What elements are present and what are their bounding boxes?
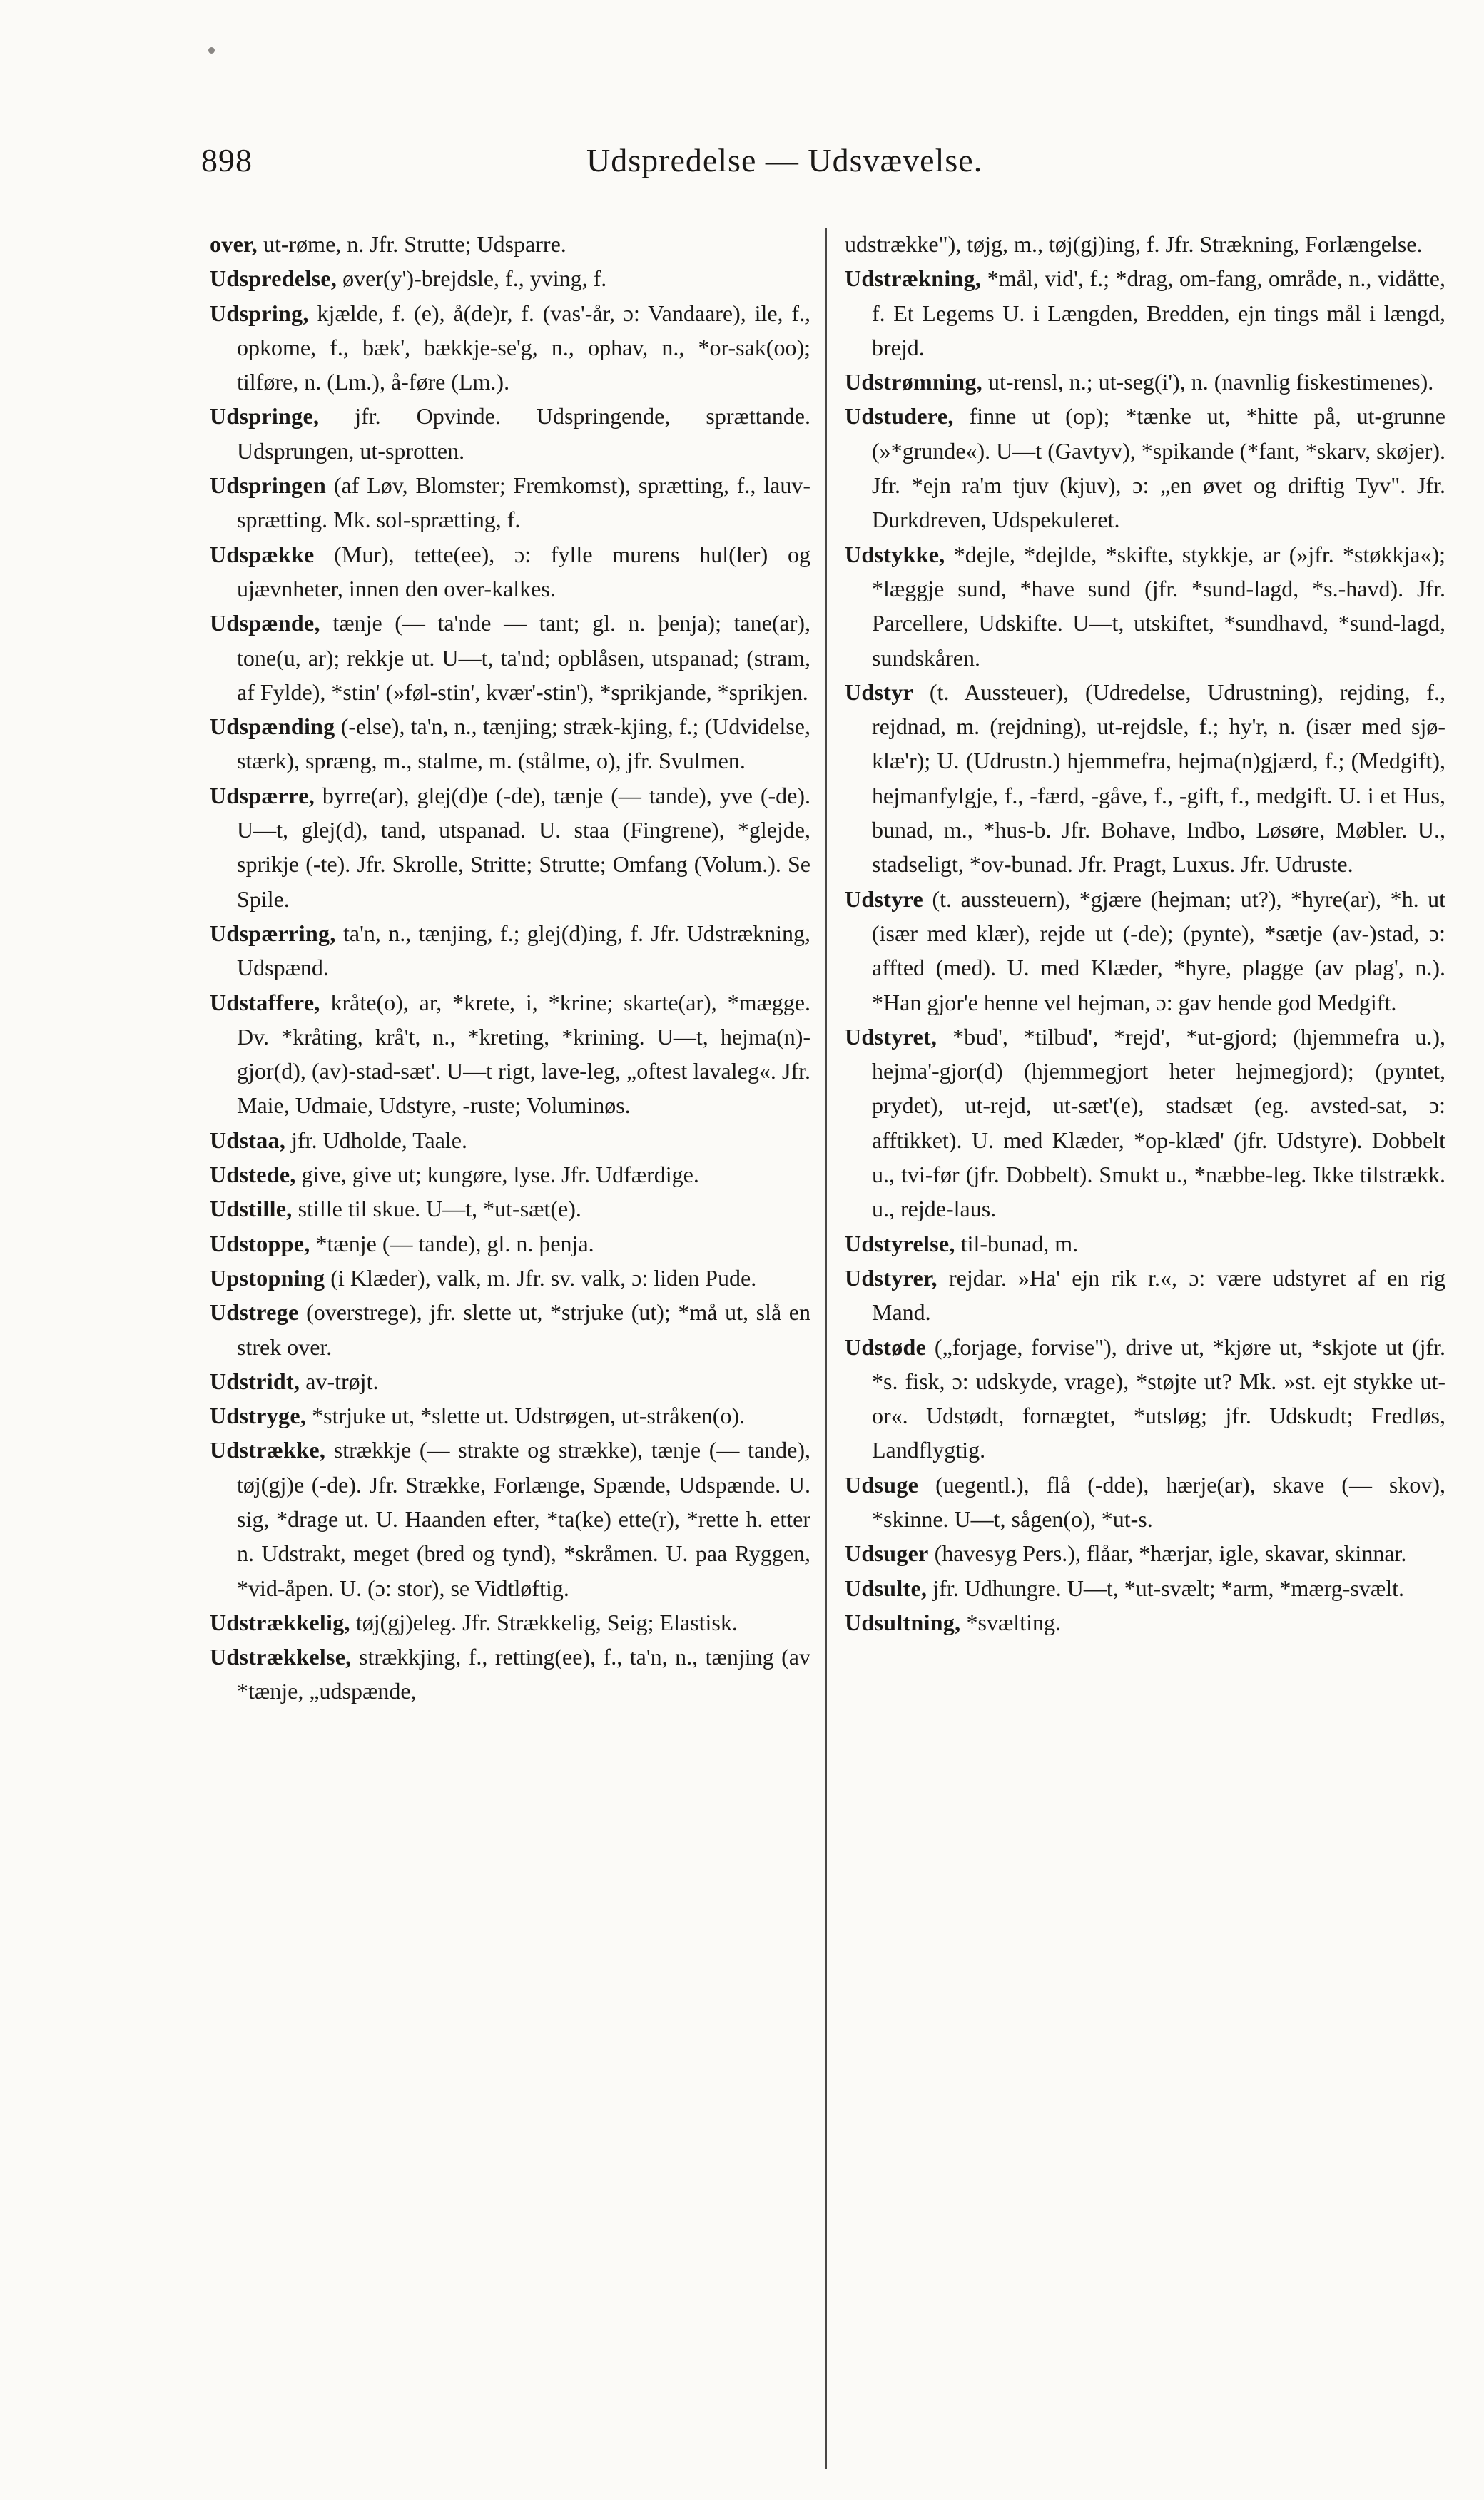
entry-definition: tøj(gj)eleg. Jfr. Strækkelig, Seig; Elastisk. — [350, 1609, 738, 1635]
entry-headword: Udspringen — [210, 472, 327, 499]
entry-headword: Udstrække, — [210, 1437, 326, 1463]
column-divider — [825, 228, 827, 2469]
running-head: Udspredelse — Udsvævelse. — [586, 142, 983, 178]
entry-definition: stille til skue. U—t, *ut-sæt(e). — [292, 1196, 581, 1222]
entry-definition: finne ut (op); *tænke ut, *hitte på, ut-grunne (»*grunde«). U—t (Gavtyv), *spikande (*fant, *skarv, skøjer). Jfr. *ejn ra'm tjuv (kjuv), ɔ: „en øvet og driftig Tyv". Jfr. Durkdreven, Udspekuleret. — [872, 403, 1445, 533]
entry-headword: over, — [210, 231, 258, 257]
entry-headword: Udsulte, — [845, 1575, 928, 1601]
dictionary-entry — [845, 675, 1445, 882]
dictionary-entry — [210, 1398, 810, 1433]
entry-headword: Udstaa, — [210, 1127, 286, 1153]
dictionary-entry — [210, 709, 810, 778]
entry-headword: Upstopning — [210, 1264, 325, 1291]
page-number: 898 — [201, 142, 253, 178]
dictionary-entry — [845, 261, 1445, 365]
entry-headword: Udstrege — [210, 1299, 299, 1326]
dictionary-entry — [210, 1226, 810, 1261]
entry-headword: Udstyre — [845, 885, 923, 912]
dictionary-entry — [210, 1191, 810, 1226]
entry-definition: (-else), ta'n, n., tænjing; stræk-kjing, f.; (Udvidelse, stærk), spræng, m., stalme, m. (stålme, o), jfr. Svulmen. — [237, 713, 810, 774]
entry-definition: kjælde, f. (e), å(de)r, f. (vas'-år, ɔ: Vandaare), ile, f., opkome, f., bæk', bækkje-se'g, n., ophav, n., *or-sak(oo); tilføre, n. (Lm.), å-føre (Lm.). — [237, 300, 810, 395]
entry-definition: *bud', *tilbud', *rejd', *ut-gjord; (hjemmefra u.), hejma'-gjor(d) (hjemmegjort heter hejmegjord); (pyntet, prydet), ut-rejd, ut-sæt'(e), stadsæt (eg. avsted-sat, ɔ: afftikket). U. med Klæder, *op-klæd' (jfr. Udstyre). Dobbelt u., tvi-før (jfr. Dobbelt). Smukt u., *næbbe-leg. Ikke tilstrækk. u., rejde-laus. — [872, 1023, 1445, 1222]
entry-definition: byrre(ar), glej(d)e (-de), tænje (— tande), yve (-de). U—t, glej(d), tand, utspanad. U. staa (Fingrene), *glejde, sprikje (-te). Jfr. Skrolle, Stritte; Strutte; Omfang (Volum.). Se Spile. — [237, 782, 810, 912]
entry-headword: Udstaffere, — [210, 989, 320, 1015]
entry-definition: kråte(o), ar, *krete, i, *krine; skarte(ar), *mægge. Dv. *kråting, krå't, n., *kreting, *krining. U—t, hejma(n)-gjor(d), (av)-stad-sæt'. U—t rigt, lave-leg, „oftest lavaleg«. Jfr. Maie, Udmaie, Udstyre, -ruste; Voluminøs. — [237, 989, 810, 1119]
entry-definition: ut-rømе, n. Jfr. Strutte; Udsparre. — [257, 231, 566, 257]
dictionary-entry — [210, 1433, 810, 1605]
entry-definition: (havesyg Pers.), flåar, *hærjar, igle, skavar, skinnar. — [928, 1540, 1407, 1567]
entry-definition: (i Klæder), valk, m. Jfr. sv. valk, ɔ: liden Pude. — [325, 1264, 757, 1291]
dictionary-entry — [845, 1468, 1445, 1537]
entry-headword: Udstyrer, — [845, 1264, 937, 1291]
entry-definition: (t. aussteuern), *gjære (hejman; ut?), *hyre(ar), *h. ut (især med klær), rejde ut (-de); (pynte), *sætje (av-)stad, ɔ: affted (med). U. med Klæder, *hyre, plagge (av plag', n.). *Han gjor'e henne vel hejman, ɔ: gav hende god Medgift. — [872, 885, 1445, 1015]
entry-definition: til-bunad, m. — [955, 1230, 1079, 1256]
dictionary-entry — [210, 1605, 810, 1640]
entry-definition: øver(y')-brejdsle, f., yving, f. — [337, 265, 607, 292]
dictionary-entry — [210, 227, 810, 261]
entry-definition: *svælting. — [960, 1609, 1061, 1635]
entry-headword: Udstede, — [210, 1162, 296, 1188]
dictionary-entry — [210, 1157, 810, 1191]
dictionary-entry — [845, 365, 1445, 399]
dictionary-entry — [210, 1295, 810, 1364]
entry-headword: Udspærre, — [210, 782, 315, 808]
entry-headword: Udstryge, — [210, 1403, 307, 1429]
entry-definition: (uegentl.), flå (-dde), hærje(ar), skave (— skov), *skinne. U—t, sågen(o), *ut-s. — [872, 1471, 1445, 1532]
entry-headword: Udspring, — [210, 300, 309, 326]
dictionary-entry — [210, 916, 810, 985]
entry-headword: Udspringe, — [210, 403, 320, 430]
entry-definition: (af Løv, Blomster; Fremkomst), sprætting, f., lauv-sprætting. Mk. sol-sprætting, f. — [237, 472, 810, 533]
dictionary-entry — [845, 227, 1445, 261]
print-speck — [208, 47, 215, 54]
entry-definition: („forjage, forvise"), drive ut, *kjøre ut, *skjote ut (jfr. *s. fisk, ɔ: udskyde, vrage), *støjte ut? Mk. »st. ejt stykke ut-or«. Udstødt, fornægtet, *utsløg; jfr. Udskudt; Fredløs, Landflygtig. — [872, 1333, 1445, 1463]
dictionary-entry — [845, 1330, 1445, 1468]
entry-headword: Udstrækkelig, — [210, 1609, 350, 1635]
entry-definition: *dejle, *dejlde, *skifte, stykkje, ar (»jfr. *støkkja«); *læggje sund, *have sund (jfr. *sund-lagd, *s.-havd). Jfr. Parcellere, Udskifte. U—t, utskiftet, *sundhavd, *sund-lagd, sundskåren. — [872, 541, 1445, 671]
dictionary-entry — [210, 296, 810, 400]
entry-headword: Udstoppe, — [210, 1230, 310, 1256]
entry-headword: Udstykke, — [845, 541, 945, 567]
entry-definition: jfr. Udholde, Taale. — [285, 1127, 467, 1153]
entry-definition: give, give ut; kungøre, lyse. Jfr. Udfærdige. — [295, 1162, 699, 1188]
dictionary-entry — [210, 1364, 810, 1398]
dictionary-entry — [210, 261, 810, 295]
entry-definition: (overstrege), jfr. slette ut, *strjuke (ut); *må ut, slå en strek over. — [237, 1299, 810, 1360]
entry-headword: Udstrækning, — [845, 265, 982, 292]
dictionary-entry — [210, 468, 810, 537]
entry-headword: Udstille, — [210, 1196, 293, 1222]
entry-definition: udstrække"), tøjg, m., tøj(gj)ing, f. Jfr. Strækning, Forlængelse. — [845, 231, 1423, 257]
entry-headword: Udstøde — [845, 1333, 927, 1360]
dictionary-entry — [845, 1226, 1445, 1261]
entry-headword: Udstrækkelse, — [210, 1644, 352, 1670]
entry-headword: Udsultning, — [845, 1609, 961, 1635]
right-column — [845, 227, 1445, 1640]
entry-headword: Udspærring, — [210, 920, 336, 946]
dictionary-entry — [210, 606, 810, 709]
dictionary-entry — [845, 1261, 1445, 1330]
entry-definition: *mål, vid', f.; *drag, om-fang, område, n., vidåtte, f. Et Legems U. i Længden, Bredden, ejn tings mål i længd, brejd. — [872, 265, 1445, 360]
entry-definition: rejdar. »Ha' ejn rik r.«, ɔ: være udstyret af en rig Mand. — [872, 1264, 1445, 1326]
dictionary-entry — [845, 1020, 1445, 1226]
entry-headword: Udstudere, — [845, 403, 954, 430]
dictionary-entry — [210, 778, 810, 916]
entry-headword: Udspænding — [210, 713, 335, 740]
entry-headword: Udsuge — [845, 1471, 919, 1498]
entry-headword: Udstyrelse, — [845, 1230, 955, 1256]
entry-definition: (Mur), tette(ee), ɔ: fylle murens hul(ler) og ujævnheter, innen den over-kalkes. — [237, 541, 810, 601]
entry-definition: jfr. Udhungre. U—t, *ut-svælt; *arm, *mærg-svælt. — [927, 1575, 1405, 1601]
dictionary-entry — [210, 985, 810, 1123]
entry-definition: *strjuke ut, *slette ut. Udstrøgen, ut-stråken(o). — [306, 1403, 746, 1429]
entry-definition: av-trøjt. — [300, 1368, 379, 1394]
dictionary-entry — [845, 882, 1445, 1020]
dictionary-entry — [845, 1536, 1445, 1570]
entry-headword: Udstridt, — [210, 1368, 300, 1394]
dictionary-entry — [210, 537, 810, 606]
entry-headword: Udstyret, — [845, 1023, 937, 1050]
entry-headword: Udstrømning, — [845, 369, 982, 395]
dictionary-entry — [210, 399, 810, 468]
dictionary-entry — [210, 1640, 810, 1709]
entry-definition: tænje (— ta'nde — tant; gl. n. þenja); tane(ar), tone(u, ar); rekkje ut. U—t, ta'nd; opblåsen, utspanad; (stram, af Fylde), *stin' (»føl-stin', kvær'-stin'), *sprikjande, *sprikjen. — [237, 610, 810, 705]
entry-headword: Udstyr — [845, 679, 914, 705]
entry-headword: Udspredelse, — [210, 265, 337, 292]
dictionary-entry — [845, 537, 1445, 675]
entry-definition: strækkje (— strakte og strække), tænje (— tande), tøj(gj)e (-de). Jfr. Strække, Forlænge, Spænde, Udspænde. U. sig, *drage ut. U. Haanden efter, *ta(ke) ette(r), *rette h. etter n. Udstrakt, meget (bred og tynd), *skråmen. U. paa Ryggen, *vid-åpen. U. (ɔ: stor), se Vidtløftig. — [237, 1437, 810, 1601]
entry-definition: (t. Aussteuer), (Udredelse, Udrustning), rejding, f., rejdnad, m. (rejdning), ut-rejdsle, f.; hy'r, n. (især med sjø-klæ'r); U. (Udrustn.) hjemmefra, hejma(n)gjærd, f.; (Medgift), hejmanfylgje, f., -færd, -gåve, f., -gift, f., medgift. U. i et Hus, bunad, m., *hus-b. Jfr. Bohave, Indbo, Løsøre, Møbler. U., stadseligt, *ov-bunad. Jfr. Pragt, Luxus. Jfr. Udruste. — [872, 679, 1445, 878]
entry-definition: jfr. Opvinde. Udspringende, sprættande. Udsprungen, ut-sprotten. — [237, 403, 810, 464]
entry-headword: Udsuger — [845, 1540, 929, 1567]
dictionary-entry — [845, 1605, 1445, 1640]
dictionary-entry — [845, 399, 1445, 537]
entry-definition: ta'n, n., tænjing, f.; glej(d)ing, f. Jfr. Udstrækning, Udspænd. — [237, 920, 810, 981]
left-column — [210, 227, 810, 1709]
entry-definition: ut-rensl, n.; ut-seg(i'), n. (navnlig fiskestimenes). — [982, 369, 1434, 395]
page-header — [201, 141, 1300, 191]
entry-headword: Udspænde, — [210, 610, 320, 636]
dictionary-entry — [210, 1123, 810, 1157]
dictionary-entry — [845, 1571, 1445, 1605]
dictionary-entry — [210, 1261, 810, 1295]
entry-headword: Udspække — [210, 541, 315, 567]
entry-definition: *tænje (— tande), gl. n. þenja. — [310, 1230, 594, 1256]
entry-definition: strækkjing, f., retting(ee), f., ta'n, n., tænjing (av *tænje, „udspænde, — [237, 1644, 810, 1704]
